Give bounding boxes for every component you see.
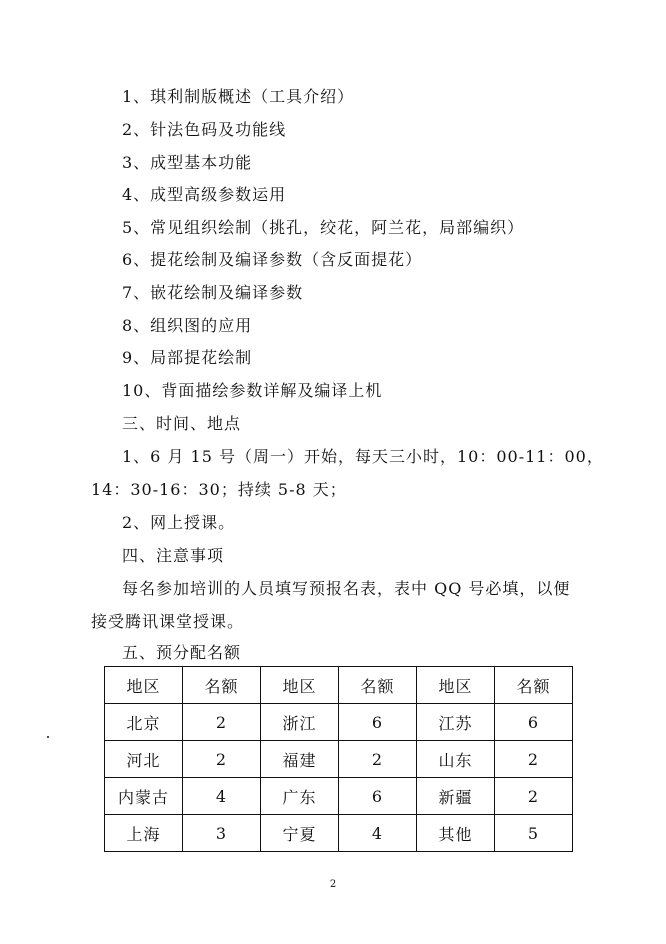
- course-item: 2、针法色码及功能线: [122, 120, 287, 139]
- table-header-cell: 名额: [495, 667, 573, 704]
- table-cell: 6: [339, 704, 417, 741]
- table-cell: 福建: [261, 741, 339, 778]
- scan-speck: [47, 736, 49, 738]
- table-header-cell: 名额: [183, 667, 261, 704]
- course-item: 1、琪利制版概述（工具介绍）: [122, 87, 355, 106]
- course-item: 5、常见组织绘制（挑孔，绞花，阿兰花，局部编织）: [122, 218, 525, 237]
- table-cell: 内蒙古: [105, 778, 183, 815]
- quota-table: [104, 666, 573, 852]
- course-item: 9、局部提花绘制: [122, 348, 253, 367]
- table-header-cell: 地区: [261, 667, 339, 704]
- time-line-2: 14：30-16：30；持续 5-8 天；: [91, 480, 347, 499]
- table-cell: 北京: [105, 704, 183, 741]
- table-cell: 2: [183, 704, 261, 741]
- notes-line-1: 每名参加培训的人员填写预报名表，表中 QQ 号必填，以便: [122, 579, 571, 598]
- page-number: 2: [329, 879, 337, 890]
- table-header-cell: 名额: [339, 667, 417, 704]
- table-cell: 江苏: [417, 704, 495, 741]
- table-cell: 上海: [105, 815, 183, 852]
- course-item: 6、提花绘制及编译参数（含反面提花）: [122, 250, 423, 269]
- table-row: [105, 815, 573, 852]
- table-header-cell: 地区: [417, 667, 495, 704]
- table-row: [105, 704, 573, 741]
- table-cell: 4: [339, 815, 417, 852]
- section-heading-quota: 五、预分配名额: [122, 643, 242, 662]
- table-cell: 新疆: [417, 778, 495, 815]
- table-cell: 宁夏: [261, 815, 339, 852]
- course-item: 7、嵌花绘制及编译参数: [122, 283, 304, 302]
- table-cell: 2: [183, 741, 261, 778]
- table-cell: 6: [495, 704, 573, 741]
- table-row: [105, 741, 573, 778]
- table-cell: 5: [495, 815, 573, 852]
- course-item: 3、成型基本功能: [122, 153, 253, 172]
- time-line-1: 1、6 月 15 号（周一）开始，每天三小时，10：00-11：00，: [122, 447, 604, 466]
- table-cell: 山东: [417, 741, 495, 778]
- table-cell: 2: [339, 741, 417, 778]
- table-cell: 3: [183, 815, 261, 852]
- table-cell: 浙江: [261, 704, 339, 741]
- notes-line-2: 接受腾讯课堂授课。: [91, 612, 245, 631]
- course-item: 8、组织图的应用: [122, 316, 253, 335]
- table-row: [105, 778, 573, 815]
- table-header-row: [105, 667, 573, 704]
- table-cell: 4: [183, 778, 261, 815]
- table-cell: 2: [495, 741, 573, 778]
- table-cell: 6: [339, 778, 417, 815]
- course-item: 4、成型高级参数运用: [122, 185, 287, 204]
- table-cell: 其他: [417, 815, 495, 852]
- course-item: 10、背面描绘参数详解及编译上机: [122, 381, 383, 400]
- place-line: 2、网上授课。: [122, 513, 236, 532]
- table-cell: 河北: [105, 741, 183, 778]
- section-heading-time-place: 三、时间、地点: [122, 414, 242, 433]
- section-heading-notes: 四、注意事项: [122, 546, 225, 565]
- table-cell: 2: [495, 778, 573, 815]
- table-header-cell: 地区: [105, 667, 183, 704]
- table-cell: 广东: [261, 778, 339, 815]
